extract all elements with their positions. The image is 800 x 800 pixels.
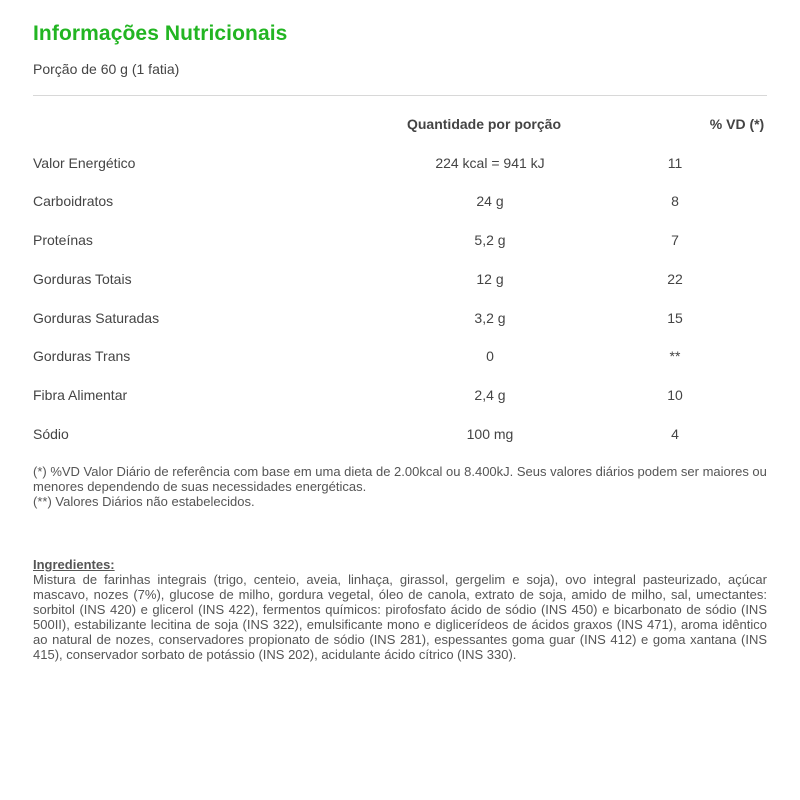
portion-size: Porção de 60 g (1 fatia) xyxy=(33,61,180,77)
nutrient-quantity: 3,2 g xyxy=(474,310,506,326)
nutrient-name: Carboidratos xyxy=(33,193,114,209)
ingredients-title: Ingredientes: xyxy=(33,557,115,572)
nutrient-name: Sódio xyxy=(33,426,69,442)
divider xyxy=(33,95,767,96)
nutrient-quantity: 5,2 g xyxy=(474,232,506,248)
nutrient-vd: 7 xyxy=(671,232,679,248)
nutrient-name: Fibra Alimentar xyxy=(33,387,128,403)
nutrient-quantity: 0 xyxy=(486,348,494,364)
nutrient-name: Gorduras Trans xyxy=(33,348,131,364)
table-row xyxy=(0,271,800,291)
footnote-vd: (*) %VD Valor Diário de referência com base em uma dieta de 2.00kcal ou 8.400kJ. Seus valores diários podem ser maiores ou menores dependendo de suas necessidades energéticas. xyxy=(33,464,767,494)
table-row xyxy=(0,348,800,368)
footnote-not-established: (**) Valores Diários não estabelecidos. xyxy=(33,494,255,509)
nutrient-vd: 10 xyxy=(667,387,683,403)
nutrient-name: Proteínas xyxy=(33,232,93,248)
table-row xyxy=(0,387,800,407)
nutrient-name: Gorduras Totais xyxy=(33,271,132,287)
nutrient-vd: ** xyxy=(669,348,681,364)
table-row xyxy=(0,155,800,175)
nutrient-quantity: 2,4 g xyxy=(474,387,506,403)
nutrient-vd: 15 xyxy=(667,310,683,326)
nutrient-vd: 22 xyxy=(667,271,683,287)
column-header-vd: % VD (*) xyxy=(709,116,765,132)
column-header-quantity: Quantidade por porção xyxy=(406,116,561,132)
table-row xyxy=(0,310,800,330)
footnotes xyxy=(33,464,773,509)
nutrient-name: Valor Energético xyxy=(33,155,136,171)
ingredients-text: Mistura de farinhas integrais (trigo, centeio, aveia, linhaça, girassol, gergelim e soja), ovo integral pasteurizado, açúcar mascavo, nozes (7%), glucose de milho, gordura vegetal, óleo de canola, extrato de soja, amido de milho, sal, umectantes: sorbitol (INS 420) e glicerol (INS 422), fermentos químicos: pirofosfato ácido de sódio (INS 450) e bicarbonato de sódio (INS 500II), estabilizante lecitina de soja (INS 322), emulsificante mono e diglicerídeos de ácidos graxos (INS 471), aroma idêntico ao natural de nozes, conservadores propionato de sódio (INS 281), espessantes goma guar (INS 412) e goma xantana (INS 415), conservador sorbato de potássio (INS 202), acidulante ácido cítrico (INS 330). xyxy=(33,572,767,662)
nutrient-name: Gorduras Saturadas xyxy=(33,310,160,326)
page-title: Informações Nutricionais xyxy=(33,22,288,45)
table-row xyxy=(0,426,800,446)
nutrient-quantity: 100 mg xyxy=(466,426,514,442)
table-row xyxy=(0,193,800,213)
table-row xyxy=(0,232,800,252)
nutrient-vd: 8 xyxy=(671,193,679,209)
nutrient-vd: 11 xyxy=(667,155,683,171)
nutrient-quantity: 224 kcal = 941 kJ xyxy=(435,155,545,171)
nutrient-vd: 4 xyxy=(671,426,679,442)
nutrient-quantity: 12 g xyxy=(476,271,504,287)
nutrient-quantity: 24 g xyxy=(476,193,504,209)
